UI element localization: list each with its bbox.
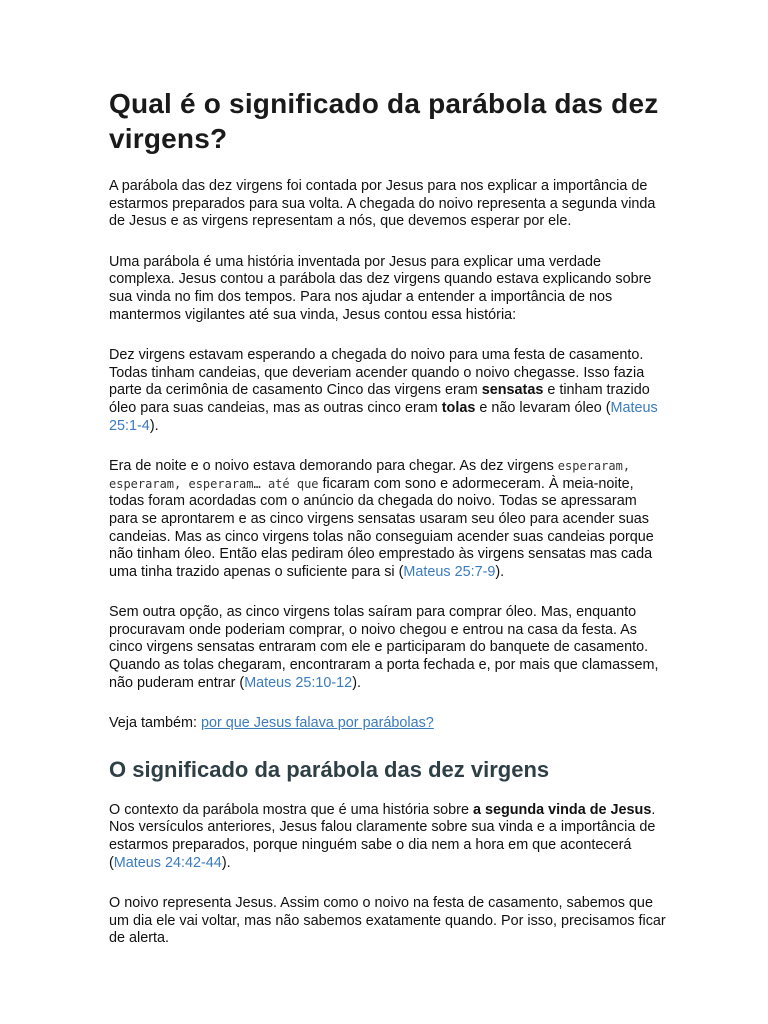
text: ficaram com sono e adormeceram. À meia-noite, todas foram acordadas com o anúncio da chegada do noivo. Todas se apressaram para se aprontarem e as cinco virgens sensatas usaram seu óleo para acender suas candeias. Mas as cinco virgens tolas não conseguiam acender suas candeias porque não tinham óleo. Então elas pediram óleo emprestado às virgens sensatas mas cada uma tinha trazido apenas o suficiente para si (: [109, 475, 654, 580]
text: Dez virgens estavam esperando a chegada do noivo para uma festa de casamento. Todas tinham candeias, que deveriam acender quando o noivo chegasse. Isso fazia parte da cerimônia de casamento Cinco das virgens eram: [109, 347, 645, 399]
text: e tinham trazido óleo para suas candeias, mas as outras cinco eram: [109, 382, 650, 416]
bible-reference-link[interactable]: Mateus 25:10-12: [244, 674, 353, 691]
text: e não levaram óleo (: [475, 399, 611, 416]
monospace-text: esperaram, esperaram, esperaram… até que: [109, 459, 631, 491]
bold-tolas: tolas: [441, 399, 476, 416]
text: ).: [149, 417, 159, 434]
see-also: [109, 715, 669, 733]
page-title: Qual é o significado da parábola das dez virgens?: [109, 88, 659, 154]
paragraph-story-1: [109, 347, 669, 435]
bible-reference-link[interactable]: Mateus 25:7-9: [403, 563, 496, 580]
paragraph-context: [109, 802, 669, 872]
text: Sem outra opção, as cinco virgens tolas saíram para comprar óleo. Mas, enquanto procuravam onde poderiam comprar, o noivo chegou e entrou na casa da festa. As cinco virgens sensatas entraram com ele e participaram do banquete de casamento. Quando as tolas chegaram, encontraram a porta fechada e, por mais que clamassem, não puderam entrar (: [109, 604, 659, 691]
text: . Nos versículos anteriores, Jesus falou claramente sobre sua vinda e a importância de estarmos preparados, porque ninguém sabe o dia nem a hora em que acontecerá (: [109, 801, 656, 871]
text: ).: [352, 674, 361, 691]
paragraph-intro: A parábola das dez virgens foi contada por Jesus para nos explicar a importância de estarmos preparados para sua volta. A chegada do noivo representa a segunda vinda de Jesus e as virgens representam a nós, que devemos esperar por ele.: [109, 178, 656, 230]
see-also-link[interactable]: por que Jesus falava por parábolas?: [201, 715, 434, 732]
paragraph-story-2: [109, 458, 669, 581]
text: ).: [221, 854, 231, 871]
text: Era de noite e o noivo estava demorando para chegar. As dez virgens: [109, 458, 558, 475]
paragraph-definition: Uma parábola é uma história inventada por Jesus para explicar uma verdade complexa. Jesus contou a parábola das dez virgens quando estava explicando sobre sua vinda no fim dos tempos. Para nos ajudar a entender a importância de nos mantermos vigilantes até sua vinda, Jesus contou essa história:: [109, 253, 652, 323]
text: O contexto da parábola mostra que é uma história sobre: [109, 801, 473, 818]
section-heading: O significado da parábola das dez virgens: [109, 756, 550, 782]
bold-sensatas: sensatas: [481, 382, 544, 399]
text: ).: [495, 563, 505, 580]
paragraph-groom: O noivo representa Jesus. Assim como o noivo na festa de casamento, sabemos que um dia ele vai voltar, mas não sabemos exatamente quando. Por isso, precisamos ficar de alerta.: [109, 895, 666, 947]
paragraph-story-3: [109, 604, 669, 692]
see-also-label: Veja também:: [109, 715, 201, 732]
article-body: [109, 86, 669, 971]
bold-second-coming: a segunda vinda de Jesus: [472, 801, 652, 818]
bible-reference-link[interactable]: Mateus 25:1-4: [109, 399, 658, 434]
bible-reference-link[interactable]: Mateus 24:42-44: [113, 854, 222, 871]
